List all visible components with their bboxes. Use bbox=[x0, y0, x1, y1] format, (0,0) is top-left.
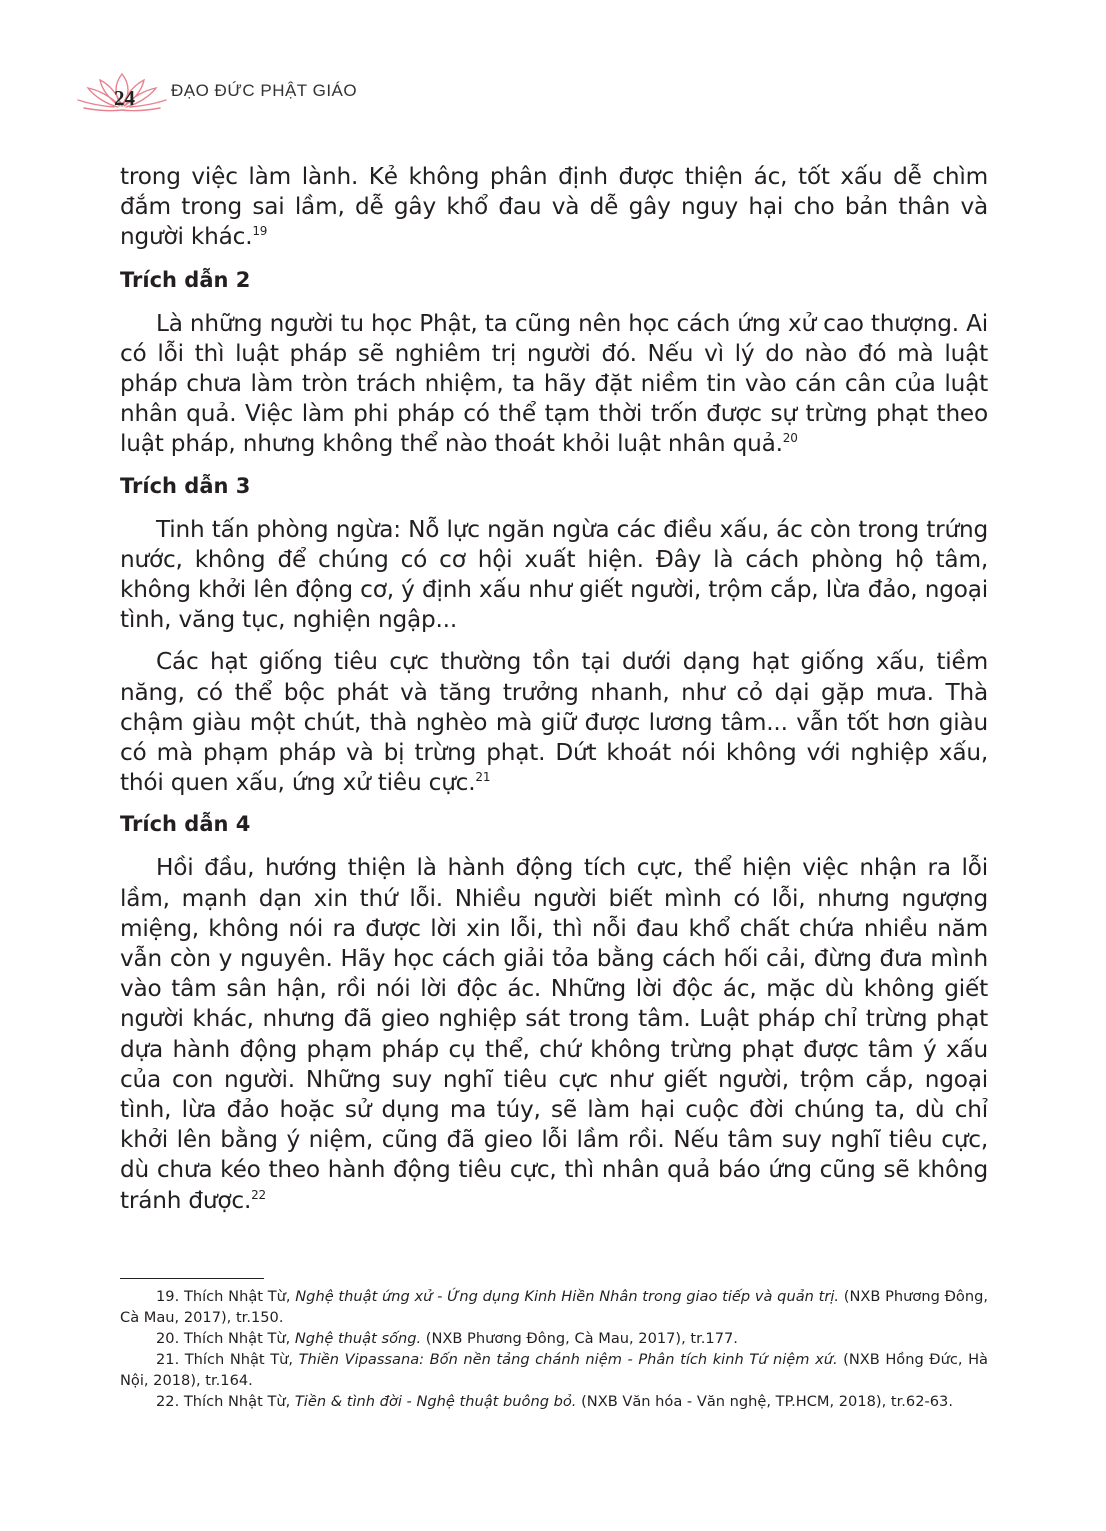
page-number: 24 bbox=[114, 86, 135, 110]
footnote-divider bbox=[120, 1278, 264, 1279]
footnotes bbox=[120, 1286, 988, 1412]
section-heading: Trích dẫn 2 bbox=[120, 267, 251, 292]
footnote: 22. Thích Nhật Từ, Tiền & tình đời - Nghệ thuật buông bỏ. (NXB Văn hóa - Văn nghệ, TP.HCM, 2018), tr.62-63. bbox=[156, 1393, 953, 1410]
paragraph: Hồi đầu, hướng thiện là hành động tích cực, thể hiện việc nhận ra lỗi lầm, mạnh dạn xin thứ lỗi. Nhiều người biết mình có lỗi, nhưng ngượng miệng, không nói ra được lời xin lỗi, thì nỗi đau khổ chất chứa nhiều năm vẫn còn y nguyên. Hãy học cách giải tỏa bằng cách hối cải, đừng đưa mình vào tâm sân hận, rồi nói lời độc ác. Những lời độc ác, mặc dù không giết người khác, nhưng đã gieo nghiệp sát trong tâm. Luật pháp chỉ trừng phạt dựa hành động phạm pháp cụ thể, chứ không trừng phạt được tâm ý xấu của con người. Những suy nghĩ tiêu cực như giết người, trộm cắp, ngoại tình, lừa đảo hoặc sử dụng ma túy, sẽ làm hại cuộc đời chúng ta, dù chỉ khởi lên bằng ý niệm, cũng đã gieo lỗi lầm rồi. Nếu tâm suy nghĩ tiêu cực, dù chưa kéo theo hành động tiêu cực, thì nhân quả báo ứng cũng sẽ không tránh được.$^{22}$ bbox=[120, 854, 988, 1214]
paragraph: Tinh tấn phòng ngừa: Nỗ lực ngăn ngừa các điều xấu, ác còn trong trứng nước, không để chúng có cơ hội xuất hiện. Đây là cách phòng hộ tâm, không khởi lên động cơ, ý định xấu như giết người, trộm cắp, lừa đảo, ngoại tình, văng tục, nghiện ngập... bbox=[120, 515, 988, 634]
footnote-ref[interactable]: 19 bbox=[252, 224, 268, 239]
running-title: ĐẠO ĐỨC PHẬT GIÁO bbox=[171, 81, 358, 100]
paragraph: trong việc làm lành. Kẻ không phân định được thiện ác, tốt xấu dễ chìm đắm trong sai lầm, dễ gây khổ đau và dễ gây nguy hại cho bản thân và người khác.$^{19}$ bbox=[120, 163, 988, 251]
section-heading: Trích dẫn 3 bbox=[120, 473, 251, 498]
page-header bbox=[74, 70, 494, 120]
footnote: 20. Thích Nhật Từ, Nghệ thuật sống. (NXB Phương Đông, Cà Mau, 2017), tr.177. bbox=[156, 1330, 738, 1347]
paragraph: Là những người tu học Phật, ta cũng nên học cách ứng xử cao thượng. Ai có lỗi thì luật pháp sẽ nghiêm trị người đó. Nếu vì lý do nào đó mà luật pháp chưa làm tròn trách nhiệm, ta hãy đặt niềm tin vào cán cân của luật nhân quả. Việc làm phi pháp có thể tạm thời trốn được sự trừng phạt theo luật pháp, nhưng không thể nào thoát khỏi luật nhân quả.$^{20}$ bbox=[120, 309, 988, 458]
footnote: 21. Thích Nhật Từ, Thiền Vipassana: Bốn nền tảng chánh niệm - Phân tích kinh Tứ niệm xứ. (NXB Hồng Đức, Hà Nội, 2018), tr.164. bbox=[120, 1351, 988, 1389]
section-heading: Trích dẫn 4 bbox=[120, 812, 251, 837]
footnote-ref[interactable]: 21 bbox=[475, 770, 491, 785]
footnote: 19. Thích Nhật Từ, Nghệ thuật ứng xử - Ứng dụng Kinh Hiền Nhân trong giao tiếp và quản trị. (NXB Phương Đông, Cà Mau, 2017), tr.150. bbox=[120, 1288, 988, 1326]
footnote-ref[interactable]: 20 bbox=[782, 431, 798, 446]
paragraph: Các hạt giống tiêu cực thường tồn tại dưới dạng hạt giống xấu, tiềm năng, có thể bộc phát và tăng trưởng nhanh, như cỏ dại gặp mưa. Thà chậm giàu một chút, thà nghèo mà giữ được lương tâm... vẫn tốt hơn giàu có mà phạm pháp và bị trừng phạt. Dứt khoát nói không với nghiệp xấu, thói quen xấu, ứng xử tiêu cực.$^{21}$ bbox=[120, 648, 988, 797]
footnote-ref[interactable]: 22 bbox=[251, 1187, 266, 1202]
main-text bbox=[120, 162, 988, 1216]
